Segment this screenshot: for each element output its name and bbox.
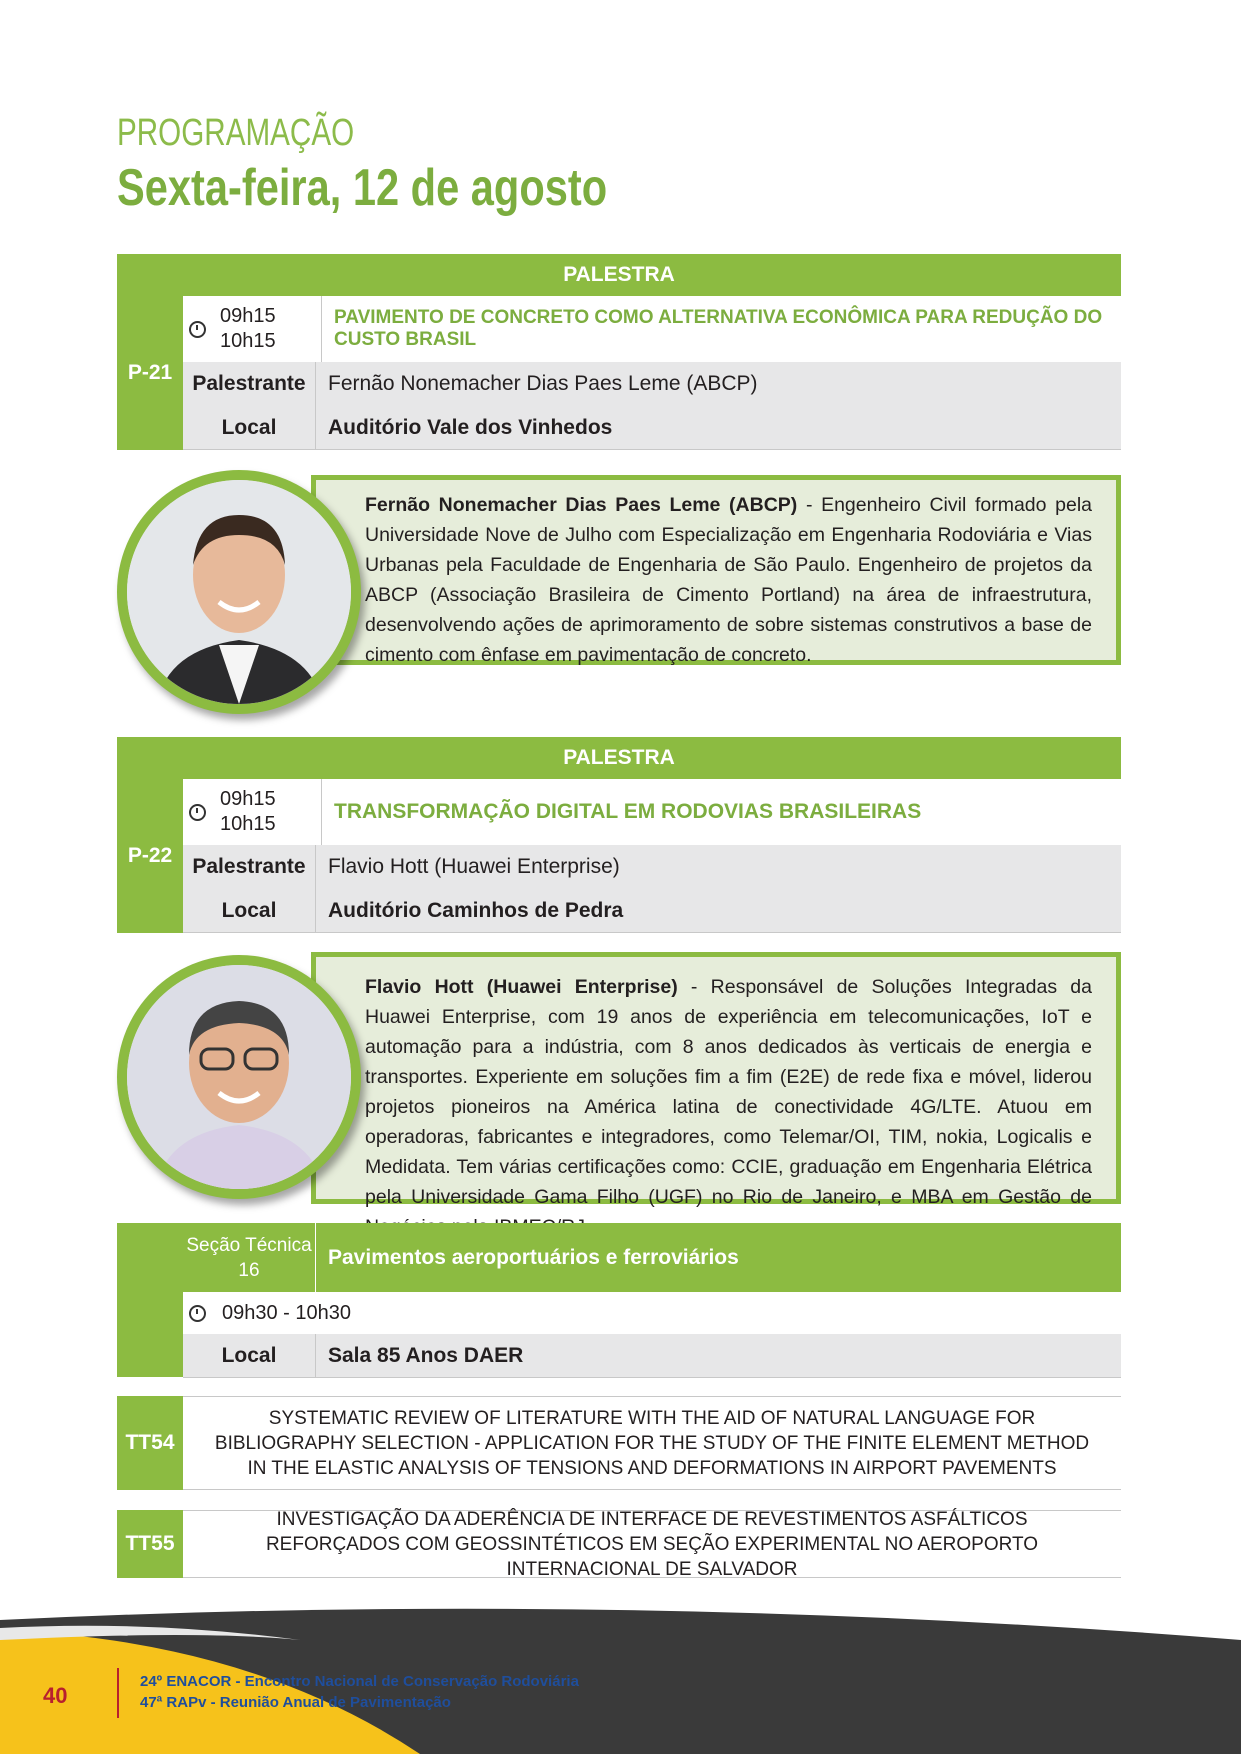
time-title-row: [183, 296, 1121, 363]
technical-session-time: 09h30 - 10h30: [222, 1301, 352, 1324]
location-row: [183, 1334, 1121, 1378]
time-start: 09h15: [220, 305, 276, 327]
location-name: Auditório Vale dos Vinhedos: [328, 415, 613, 439]
speaker-label: Palestrante: [183, 362, 316, 406]
speaker-label: Palestrante: [183, 845, 316, 889]
session-p21: [117, 254, 1121, 450]
technical-session-label: Seção Técnica: [186, 1234, 312, 1256]
speaker-bio-p21: [117, 470, 1121, 720]
technical-session: [117, 1223, 1121, 1377]
clock-icon: [189, 804, 206, 821]
location-name: Sala 85 Anos DAER: [328, 1343, 524, 1367]
bio-description: - Engenheiro Civil formado pela Universidade Nove de Julho com Especialização em Engenharia Rodoviária e Vias Urbanas pela Faculdade de Engenharia de São Paulo. Engenheiro de projetos da ABCP (Associação Brasileira de Cimento Portland) na área de infraestrutura, desenvolvendo ações de aprimoramento de sobre sistemas construtivos a base de cimento com ênfase em pavimentação de concreto.: [365, 494, 1093, 666]
session-code: P-21: [117, 296, 183, 450]
person-photo-icon: [127, 965, 351, 1189]
session-p22: [117, 737, 1121, 933]
page-title: Sexta-feira, 12 de agosto: [117, 159, 608, 217]
talk-title: TRANSFORMAÇÃO DIGITAL EM RODOVIAS BRASILEIRAS: [334, 800, 922, 823]
speaker-row: [183, 362, 1121, 407]
footer-event-line-2: 47ª RAPv - Reunião Anual de Pavimentação: [140, 1694, 451, 1711]
speaker-name: Flavio Hott (Huawei Enterprise): [328, 855, 620, 878]
technical-session-header: [183, 1223, 1121, 1292]
time-end: 10h15: [220, 330, 276, 352]
location-row: [183, 889, 1121, 933]
bio-name: Fernão Nonemacher Dias Paes Leme (ABCP): [365, 494, 798, 516]
section-label: PROGRAMAÇÃO: [117, 112, 355, 154]
bio-description: - Responsável de Soluções Integradas da Huawei Enterprise, com 19 anos de experiência em telecomunicações, IoT e automação para a indústria, com 8 anos dedicados às verticais de energia e transportes. Experiente em soluções fim a fim (E2E) de rede fixa e móvel, liderou projetos pioneiros na América latina de conectividade 4G/LTE. Atuou em operadoras, fabricantes e integradores, como Telemar/OI, TIM, nokia, Logicalis e Medidata. Tem várias certificações como: CCIE, graduação em Engenharia Elétrica pela Universidade Gama Filho (UGF) no Rio de Janeiro, e MBA em Gestão de: [365, 976, 1092, 1208]
clock-icon: [189, 321, 206, 338]
session-type-bar: PALESTRA: [117, 737, 1121, 779]
technical-session-number: 16: [238, 1259, 260, 1281]
location-label: Local: [183, 1334, 316, 1377]
person-photo-icon: [127, 480, 351, 704]
speaker-bio-p22: [117, 950, 1121, 1210]
speaker-photo: [117, 955, 361, 1199]
speaker-name: Fernão Nonemacher Dias Paes Leme (ABCP): [328, 372, 758, 395]
paper-code: TT54: [117, 1396, 183, 1490]
speaker-row: [183, 845, 1121, 890]
time-end: 10h15: [220, 813, 276, 835]
paper-code: TT55: [117, 1510, 183, 1578]
footer-event-line-1: 24º ENACOR - Encontro Nacional de Conservação Rodoviária: [140, 1673, 579, 1690]
clock-icon: [189, 1305, 206, 1322]
time-start: 09h15: [220, 788, 276, 810]
technical-time-row: [183, 1292, 1121, 1335]
talk-title: PAVIMENTO DE CONCRETO COMO ALTERNATIVA ECONÔMICA PARA REDUÇÃO DO CUSTO BRASIL: [334, 307, 1103, 350]
location-name: Auditório Caminhos de Pedra: [328, 898, 624, 922]
speaker-photo: [117, 470, 361, 714]
paper-tt55: [117, 1510, 1121, 1578]
location-label: Local: [183, 406, 316, 449]
session-code: P-22: [117, 779, 183, 933]
session-type-bar: PALESTRA: [117, 254, 1121, 296]
paper-tt54: [117, 1396, 1121, 1490]
paper-title: INVESTIGAÇÃO DA ADERÊNCIA DE INTERFACE DE REVESTIMENTOS ASFÁLTICOS REFORÇADOS COM GEOSSINTÉTICOS EM SEÇÃO EXPERIMENTAL NO AEROPORTO INTERNACIONAL DE SALVADOR: [183, 1510, 1121, 1578]
footer-divider: [117, 1668, 119, 1718]
technical-session-title: Pavimentos aeroportuários e ferroviários: [328, 1245, 739, 1269]
location-row: [183, 406, 1121, 450]
time-title-row: [183, 779, 1121, 846]
paper-title: SYSTEMATIC REVIEW OF LITERATURE WITH THE AID OF NATURAL LANGUAGE FOR BIBLIOGRAPHY SELECTION - APPLICATION FOR THE STUDY OF THE FINITE ELEMENT METHOD IN THE ELASTIC ANALYSIS OF TENSIONS AND DEFORMATIONS IN AIRPORT PAVEMENTS: [183, 1396, 1121, 1490]
location-label: Local: [183, 889, 316, 932]
page-number: 40: [43, 1683, 68, 1708]
bio-name: Flavio Hott (Huawei Enterprise): [365, 976, 678, 998]
